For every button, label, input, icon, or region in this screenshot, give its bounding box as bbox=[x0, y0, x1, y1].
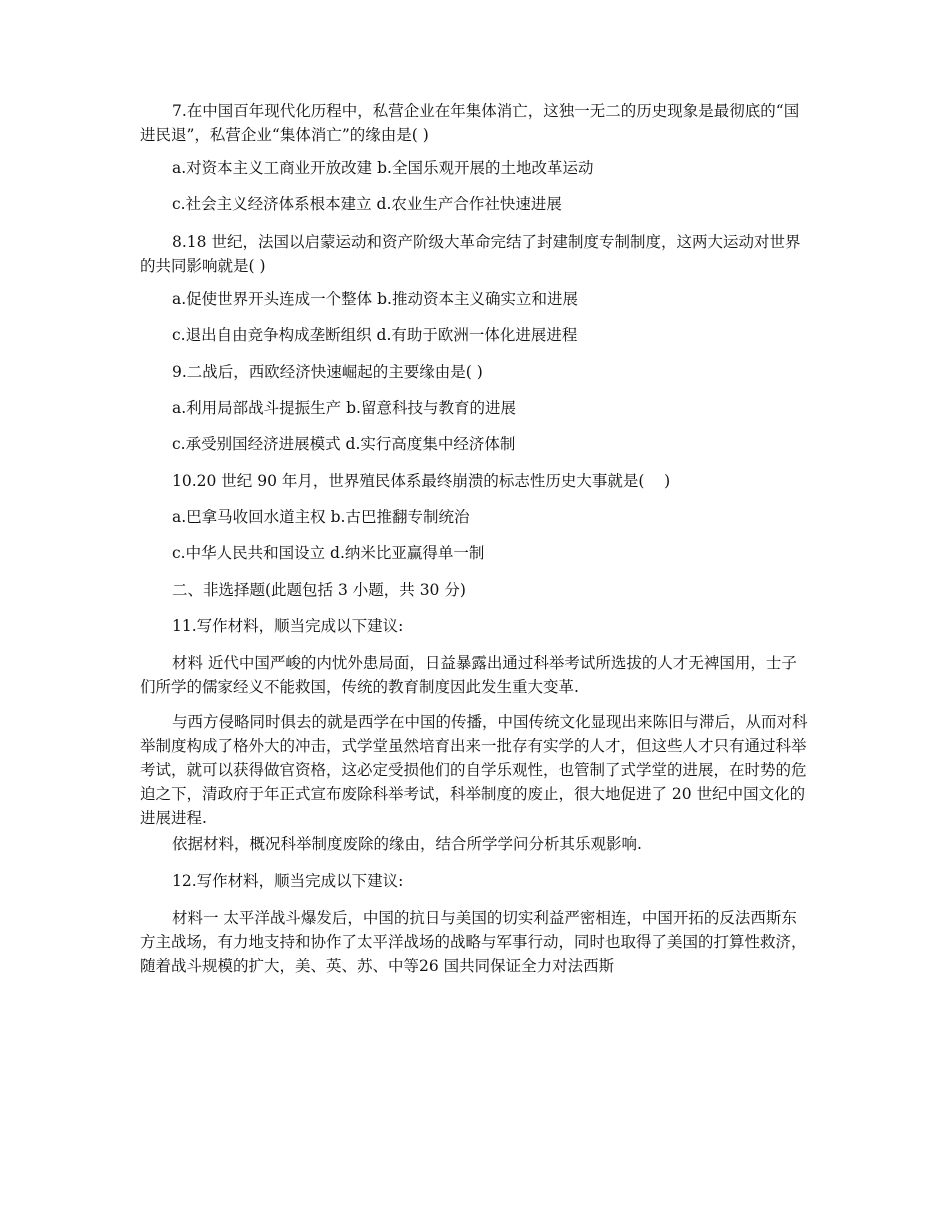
question-10-stem: 10.20 世纪 90 年月，世界殖民体系最终崩溃的标志性历史大事就是( ) bbox=[172, 472, 671, 490]
question-8-options-cd: c.退出自由竞争构成垄断组织 d.有助于欧洲一体化进展进程 bbox=[172, 326, 578, 344]
question-10-options-ab: a.巴拿马收回水道主权 b.古巴推翻专制统治 bbox=[172, 508, 470, 526]
question-11-material-2: 与西方侵略同时俱去的就是西学在中国的传播，中国传统文化显现出来陈旧与滞后，从而对科举制度构成了格外大的冲击，式学堂虽然培育出来一批存有实学的人才，但这些人才只有通过科举考试，就可以获得做官资格，这必定受损他们的自学乐观性，也管制了式学堂的进展，在时势的危迫之下，清政府于年正式宣布废除科举考试，科举制度的废止，很大地促进了 20 世纪中国文化的进展进程. bbox=[140, 713, 808, 827]
question-9-stem: 9.二战后，西欧经济快速崛起的主要缘由是( ) bbox=[172, 363, 483, 381]
question-10-options-cd: c.中华人民共和国设立 d.纳米比亚赢得单一制 bbox=[172, 544, 485, 562]
question-9-options-ab: a.利用局部战斗提振生产 b.留意科技与教育的进展 bbox=[172, 399, 516, 417]
document-page bbox=[140, 0, 812, 1229]
question-7-options-ab: a.对资本主义工商业开放改建 b.全国乐观开展的土地改革运动 bbox=[172, 159, 594, 177]
question-11-material-1: 材料 近代中国严峻的内忧外患局面，日益暴露出通过科举考试所选拔的人才无裨国用，士子们所学的儒家经义不能救国，传统的教育制度因此发生重大变革. bbox=[140, 654, 797, 696]
question-7-options-cd: c.社会主义经济体系根本建立 d.农业生产合作社快速进展 bbox=[172, 195, 562, 213]
question-11-question: 依据材料，概况科举制度废除的缘由，结合所学学问分析其乐观影响. bbox=[172, 835, 642, 853]
question-7-stem: 7.在中国百年现代化历程中，私营企业在年集体消亡，这独一无二的历史现象是最彻底的“国进民退”，私营企业“集体消亡”的缘由是( ) bbox=[140, 102, 800, 144]
question-12-material-1: 材料一 太平洋战斗爆发后，中国的抗日与美国的切实利益严密相连，中国开拓的反法西斯东方主战场，有力地支持和协作了太平洋战场的战略与军事行动，同时也取得了美国的打算性救济，随着战斗规模的扩大，美、英、苏、中等26 国共同保证全力对法西斯 bbox=[140, 909, 807, 975]
question-8-stem: 8.18 世纪，法国以启蒙运动和资产阶级大革命完结了封建制度专制制度，这两大运动对世界的共同影响就是( ) bbox=[140, 233, 801, 275]
question-9-options-cd: c.承受别国经济进展模式 d.实行高度集中经济体制 bbox=[172, 435, 516, 453]
question-12-stem: 12.写作材料，顺当完成以下建议: bbox=[172, 872, 404, 890]
question-11-stem: 11.写作材料，顺当完成以下建议: bbox=[172, 617, 404, 635]
section-heading: 二、非选择题(此题包括 3 小题，共 30 分) bbox=[172, 581, 466, 599]
question-8-options-ab: a.促使世界开头连成一个整体 b.推动资本主义确实立和进展 bbox=[172, 290, 578, 308]
